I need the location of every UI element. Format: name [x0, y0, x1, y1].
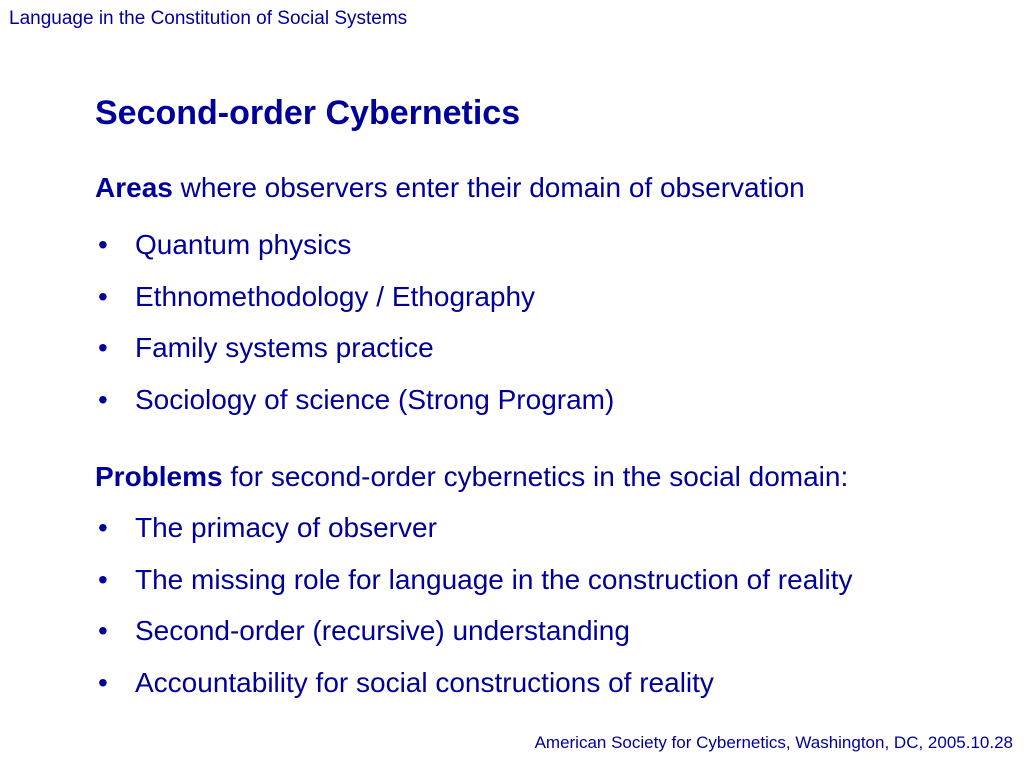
- areas-keyword: Areas: [95, 172, 173, 203]
- slide-title: Second-order Cybernetics: [95, 94, 521, 132]
- bullet-icon: •: [98, 332, 108, 363]
- problems-keyword: Problems: [95, 461, 223, 492]
- list-item-text: Accountability for social constructions of reality: [135, 666, 714, 698]
- bullet-icon: •: [98, 512, 108, 543]
- bullet-icon: •: [98, 229, 108, 260]
- list-item-text: Family systems practice: [135, 332, 434, 363]
- bullet-icon: •: [98, 666, 108, 698]
- bullet-icon: •: [98, 280, 108, 312]
- list-item-text: Quantum physics: [135, 229, 352, 260]
- bullet-icon: •: [98, 615, 108, 646]
- areas-heading-text: where observers enter their domain of observation: [180, 172, 805, 203]
- list-item-text: The primacy of observer: [135, 512, 437, 543]
- problems-heading-text: for second-order cybernetics in the social domain:: [230, 461, 849, 492]
- list-item-text: Sociology of science (Strong Program): [135, 383, 615, 415]
- bullet-icon: •: [98, 563, 108, 595]
- slide-header: Language in the Constitution of Social Systems: [9, 8, 408, 29]
- bullet-icon: •: [98, 383, 108, 415]
- list-item-text: Ethnomethodology / Ethography: [135, 280, 536, 312]
- areas-heading: [95, 172, 805, 204]
- list-item-text: The missing role for language in the construction of reality: [135, 563, 853, 595]
- problems-heading: [95, 461, 848, 493]
- list-item-text: Second-order (recursive) understanding: [135, 615, 630, 646]
- slide-footer: American Society for Cybernetics, Washington, DC, 2005.10.28: [534, 733, 1013, 752]
